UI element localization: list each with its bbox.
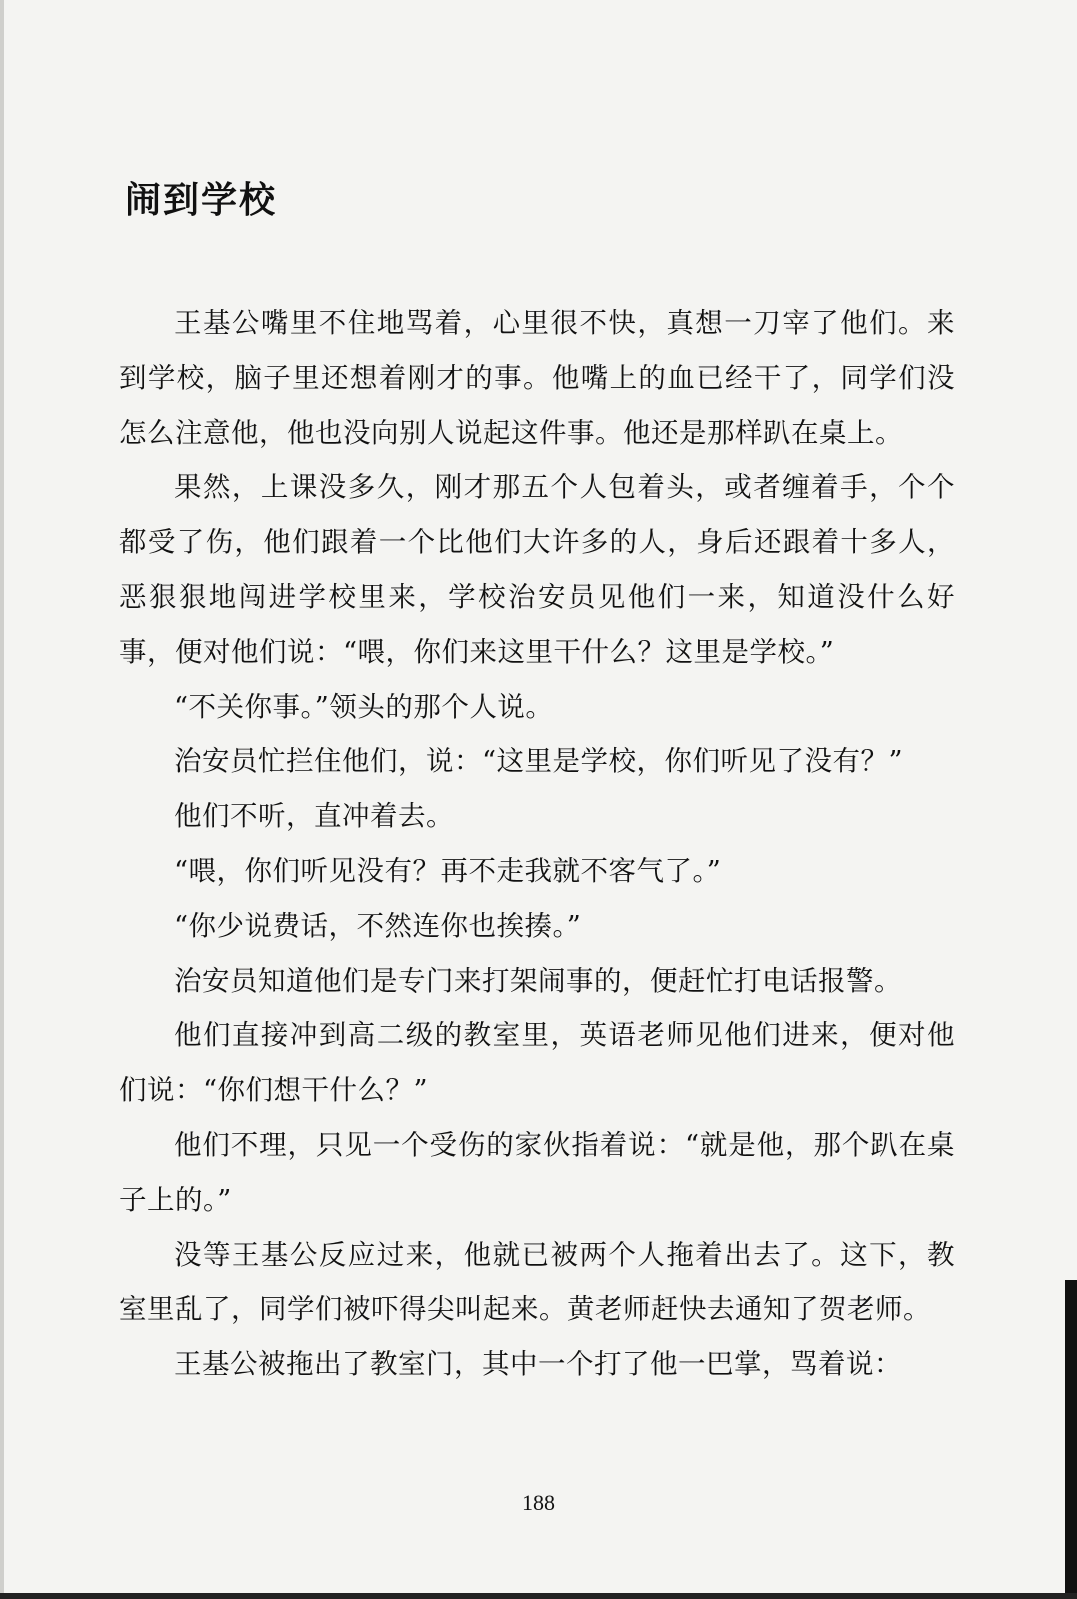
page-edge-shadow bbox=[0, 0, 4, 1599]
paragraph: 王基公被拖出了教室门，其中一个打了他一巴掌，骂着说： bbox=[174, 1348, 902, 1381]
paragraph: 治安员忙拦住他们，说：“这里是学校，你们听见了没有？” bbox=[174, 745, 904, 778]
paragraph: 他们不听，直冲着去。 bbox=[174, 800, 454, 833]
paragraph: 他们不理，只见一个受伤的家伙指着说：“就是他，那个趴在桌子上的。” bbox=[119, 1128, 955, 1216]
paragraph: “不关你事。”领头的那个人说。 bbox=[174, 690, 554, 723]
paragraph: “你少说费话，不然连你也挨揍。” bbox=[174, 909, 582, 942]
paragraph: 果然，上课没多久，刚才那五个人包着头，或者缠着手，个个都受了伤，他们跟着一个比他们大许多的人，身后还跟着十多人，恶狠狠地闯进学校里来，学校治安员见他们一来，知道没什么好事，便对他们说：“喂，你们来这里干什么？这里是学校。” bbox=[119, 471, 955, 668]
page-number: 188 bbox=[522, 1490, 555, 1515]
paragraph: 王基公嘴里不住地骂着，心里很不快，真想一刀宰了他们。来到学校，脑子里还想着刚才的事。他嘴上的血已经干了，同学们没怎么注意他，他也没向别人说起这件事。他还是那样趴在桌上。 bbox=[119, 307, 955, 449]
paragraph: 治安员知道他们是专门来打架闹事的，便赶忙打电话报警。 bbox=[174, 964, 902, 997]
paragraph: 他们直接冲到高二级的教室里，英语老师见他们进来，便对他们说：“你们想干什么？” bbox=[119, 1019, 955, 1107]
body-text bbox=[119, 296, 955, 1392]
paragraph: 没等王基公反应过来，他就已被两个人拖着出去了。这下，教室里乱了，同学们被吓得尖叫起来。黄老师赶快去通知了贺老师。 bbox=[119, 1238, 955, 1326]
scan-edge-bottom bbox=[0, 1593, 1077, 1599]
scan-edge-right bbox=[1065, 1280, 1077, 1599]
chapter-title: 闹到学校 bbox=[125, 180, 278, 221]
paragraph: “喂，你们听见没有？再不走我就不客气了。” bbox=[174, 854, 722, 887]
